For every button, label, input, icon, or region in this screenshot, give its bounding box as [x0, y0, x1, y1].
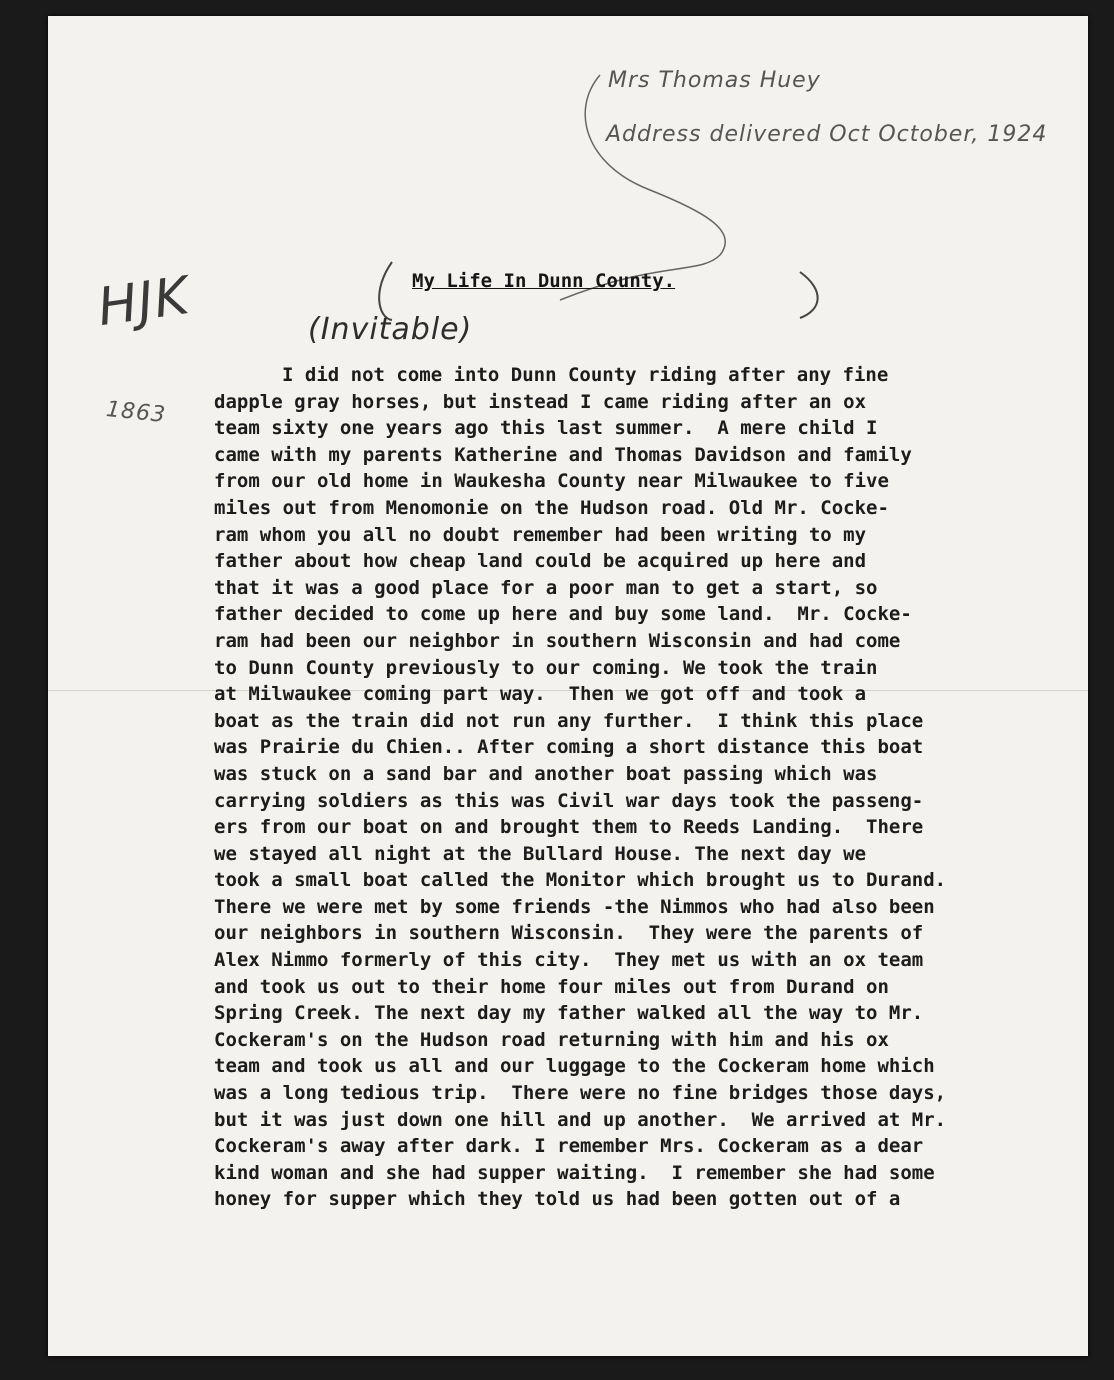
delivered-note: Address delivered Oct October, 1924	[606, 122, 1048, 147]
text-line: Spring Creek. The next day my father walked all the way to Mr.	[214, 1002, 924, 1025]
text-line: father about how cheap land could be acquired up here and	[214, 550, 867, 573]
text-line: at Milwaukee coming part way. Then we got off and took a	[214, 683, 867, 706]
text-line: came with my parents Katherine and Thomas Davidson and family	[214, 443, 912, 466]
text-line: our neighbors in southern Wisconsin. They were the parents of	[214, 922, 924, 945]
initials-note: HJK	[94, 265, 194, 339]
title-note: (Invitable)	[308, 312, 473, 347]
text-line: ram whom you all no doubt remember had been writing to my	[214, 523, 867, 546]
text-line: Alex Nimmo formerly of this city. They met us with an ox team	[214, 949, 924, 972]
text-line: from our old home in Waukesha County near Milwaukee to five	[214, 470, 889, 493]
text-line: was stuck on a sand bar and another boat passing which was	[214, 762, 878, 785]
text-line: we stayed all night at the Bullard House. The next day we	[214, 842, 867, 865]
text-line: was a long tedious trip. There were no fine bridges those days,	[214, 1082, 947, 1105]
text-line: team and took us all and our luggage to the Cockeram home which	[214, 1055, 935, 1078]
text-line: miles out from Menomonie on the Hudson road. Old Mr. Cocke-	[214, 496, 889, 519]
text-line: carrying soldiers as this was Civil war days took the passeng-	[214, 789, 924, 812]
text-line: to Dunn County previously to our coming. We took the train	[214, 656, 878, 679]
text-line: honey for supper which they told us had been gotten out of a	[214, 1188, 901, 1211]
text-line: ers from our boat on and brought them to Reeds Landing. There	[214, 816, 924, 839]
text-line: team sixty one years ago this last summer. A mere child I	[214, 417, 878, 440]
text-line: that it was a good place for a poor man to get a start, so	[214, 576, 878, 599]
body-text	[214, 362, 1074, 1213]
text-line: I did not come into Dunn County riding after any fine	[282, 364, 889, 386]
text-line: kind woman and she had supper waiting. I remember she had some	[214, 1161, 935, 1184]
text-line: Cockeram's on the Hudson road returning with him and his ox	[214, 1028, 889, 1051]
text-line: Cockeram's away after dark. I remember Mrs. Cockeram as a dear	[214, 1135, 924, 1158]
text-line: and took us out to their home four miles out from Durand on	[214, 975, 889, 998]
text-line: ram had been our neighbor in southern Wisconsin and had come	[214, 629, 901, 652]
text-line: took a small boat called the Monitor which brought us to Durand.	[214, 869, 947, 892]
text-line: There we were met by some friends -the Nimmos who had also been	[214, 895, 935, 918]
document-title: My Life In Dunn County.	[412, 270, 676, 292]
text-line: father decided to come up here and buy some land. Mr. Cocke-	[214, 603, 912, 626]
text-line: but it was just down one hill and up another. We arrived at Mr.	[214, 1108, 947, 1131]
text-line: boat as the train did not run any further. I think this place	[214, 709, 924, 732]
text-line: was Prairie du Chien.. After coming a short distance this boat	[214, 736, 924, 759]
year-note: 1863	[104, 396, 168, 429]
text-line: dapple gray horses, but instead I came riding after an ox	[214, 390, 867, 413]
author-note: Mrs Thomas Huey	[608, 68, 821, 93]
